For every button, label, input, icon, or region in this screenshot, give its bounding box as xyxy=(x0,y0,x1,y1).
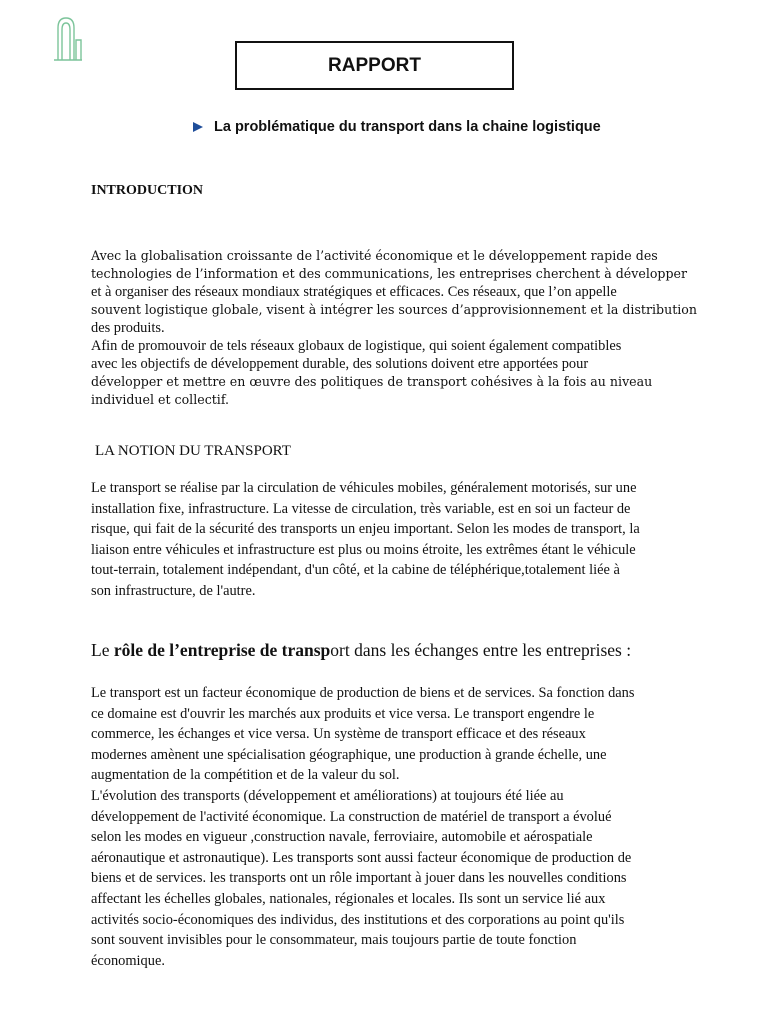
notion-paragraph xyxy=(91,478,683,602)
document-subtitle xyxy=(193,119,601,135)
text-line: individuel et collectif. xyxy=(91,392,230,407)
text-line: risque, qui fait de la sécurité des transports un enjeu important. Selon les modes de transport, la xyxy=(91,521,640,538)
text-line: technologies de l’information et des communications, les entreprises cherchent à développer xyxy=(91,266,688,281)
text-line: développement de l'activité économique. La construction de matériel de transport a évolué xyxy=(91,808,612,825)
text-line: souvent logistique globale, visent à intégrer les sources d’approvisionnement et la distribution xyxy=(91,302,697,317)
text-line: son infrastructure, de l'autre. xyxy=(91,582,256,599)
text-line: ce domaine est d'ouvrir les marchés aux produits et vice versa. Le transport engendre le xyxy=(91,705,595,722)
text-line: Avec la globalisation croissante de l’activité économique et le développement rapide des xyxy=(91,248,658,263)
text-line: avec les objectifs de développement durable, des solutions doivent etre apportées pour xyxy=(91,356,589,372)
text-line: économique. xyxy=(91,952,165,969)
role-heading-suffix: ort dans les échanges entre les entreprises : xyxy=(330,640,632,660)
text-line: affectant les échelles globales, nationales, régionales et locales. Ils sont un service lié aux xyxy=(91,890,606,907)
role-heading-prefix: Le xyxy=(91,640,114,660)
text-line: installation fixe, infrastructure. La vitesse de circulation, très variable, est en soi un facteur de xyxy=(91,500,631,517)
text-line: des produits. xyxy=(91,320,165,336)
text-line: augmentation de la compétition et de la valeur du sol. xyxy=(91,767,400,784)
text-line: et à organiser des réseaux mondiaux stratégiques et efficaces. Ces réseaux, que l’on appelle xyxy=(91,284,617,300)
text-line: tout-terrain, totalement indépendant, d'un côté, et la cabine de téléphérique,totalement liée à xyxy=(91,562,620,579)
text-line: Afin de promouvoir de tels réseaux globaux de logistique, qui soient également compatibles xyxy=(91,338,622,354)
text-line: activités socio-économiques des individus, des institutions et des corporations au point qu'ils xyxy=(91,911,625,928)
role-heading xyxy=(91,640,631,661)
text-line: selon les modes en vigueur ,construction navale, ferroviaire, automobile et aérospatiale xyxy=(91,829,593,846)
text-line: modernes amènent une spécialisation géographique, une production à grande échelle, une xyxy=(91,746,607,763)
text-line: biens et de services. les transports ont un rôle important à jouer dans les nouvelles conditions xyxy=(91,870,627,887)
text-line: Le transport se réalise par la circulation de véhicules mobiles, généralement motorisés, sur une xyxy=(91,480,637,496)
arch-logo-icon xyxy=(52,14,84,62)
notion-heading: LA NOTION DU TRANSPORT xyxy=(95,443,291,459)
text-line: liaison entre véhicules et infrastructure est plus ou moins étroite, les extrêmes étant le véhicule xyxy=(91,541,636,558)
report-title: RAPPORT xyxy=(235,41,514,90)
introduction-paragraph xyxy=(91,247,697,409)
text-line: développer et mettre en œuvre des politiques de transport cohésives à la fois au niveau xyxy=(91,374,653,389)
text-line: commerce, les échanges et vice versa. Un système de transport efficace et des réseaux xyxy=(91,726,586,743)
role-paragraph xyxy=(91,683,683,971)
subtitle-text: La problématique du transport dans la chaine logistique xyxy=(214,119,601,135)
role-heading-bold: rôle de l’entreprise de transp xyxy=(113,640,331,660)
text-line: L'évolution des transports (développement et améliorations) at toujours été liée au xyxy=(91,787,564,804)
triangle-bullet-icon xyxy=(193,122,203,132)
text-line: sont souvent invisibles pour le consommateur, mais toujours partie de toute fonction xyxy=(91,932,577,949)
introduction-heading: INTRODUCTION xyxy=(91,183,204,198)
text-line: Le transport est un facteur économique de production de biens et de services. Sa fonction dans xyxy=(91,685,635,701)
text-line: aéronautique et astronautique). Les transports sont aussi facteur économique de production de xyxy=(91,849,632,866)
